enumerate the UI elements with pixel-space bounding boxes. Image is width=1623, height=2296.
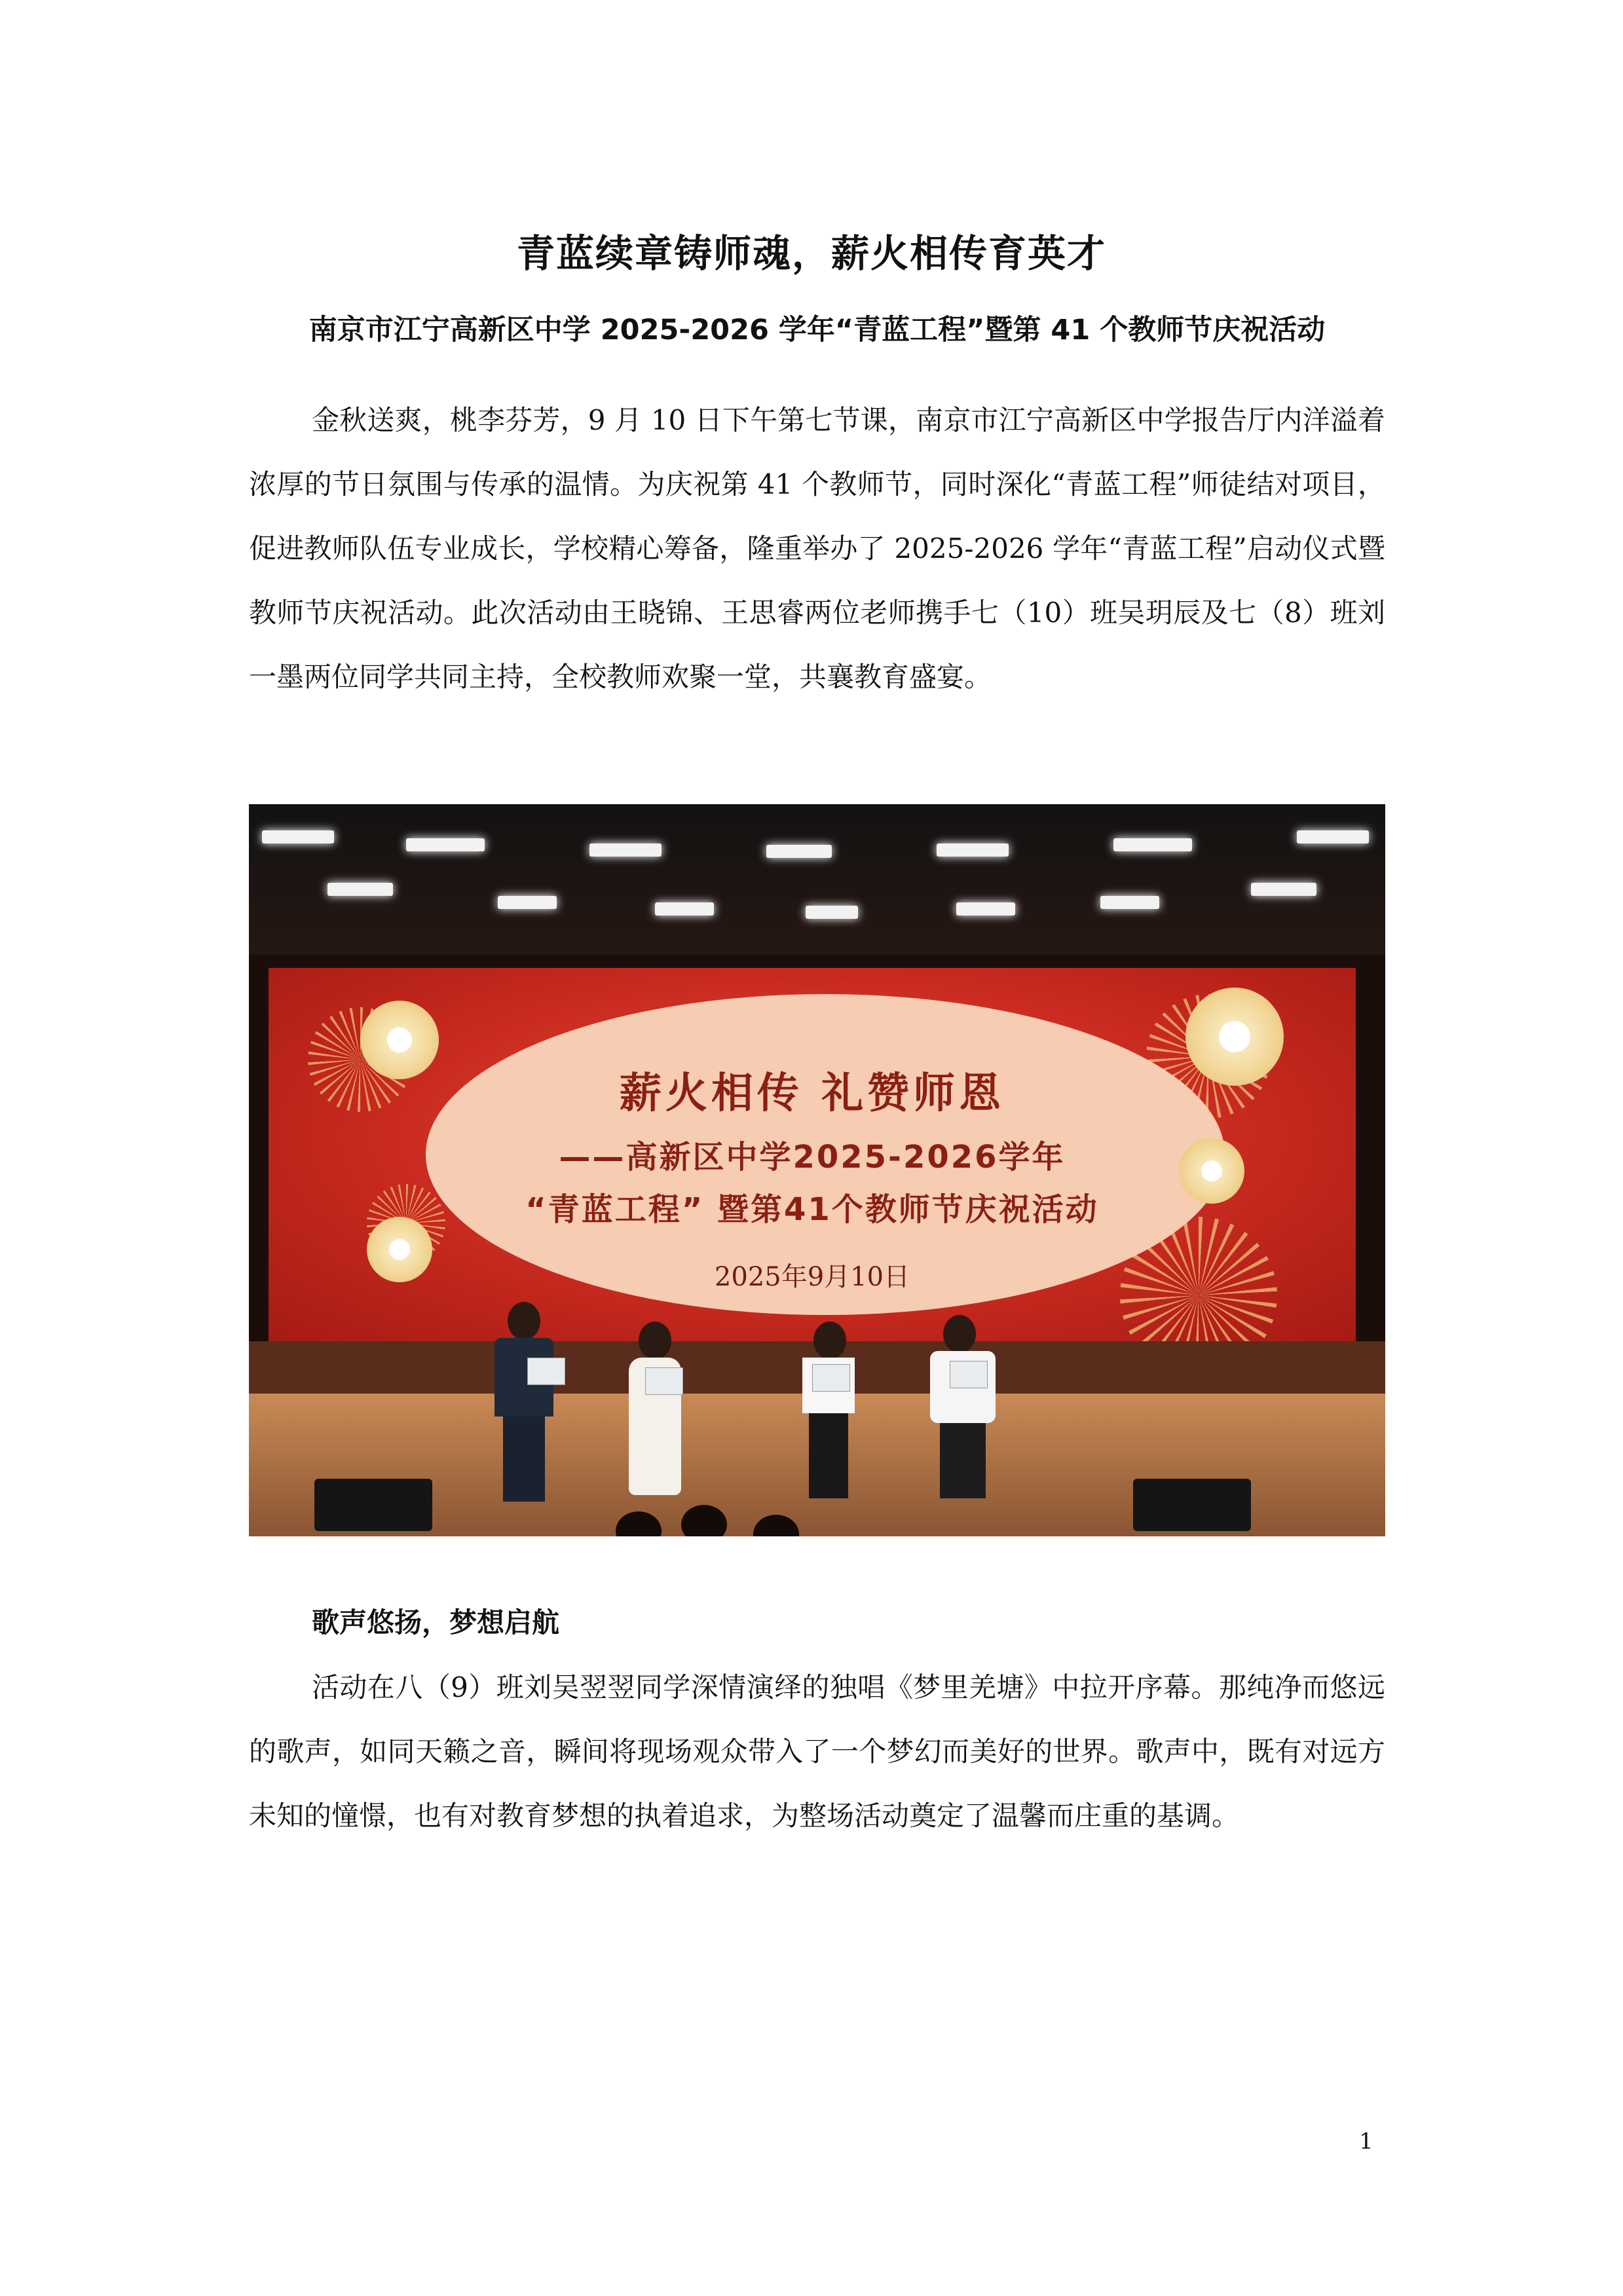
page-number: 1 [1359, 2128, 1373, 2155]
document-subtitle: 南京市江宁高新区中学 2025-2026 学年“青蓝工程”暨第 41 个教师节庆祝活动 [308, 314, 1326, 346]
stage-speaker-right [1133, 1479, 1251, 1531]
screen-title: 薪火相传 礼赞师恩 [619, 1069, 1005, 1118]
event-photo [249, 804, 1385, 1536]
screen-line-event: “青蓝工程” 暨第41个教师节庆祝活动 [525, 1191, 1099, 1228]
document-title: 青蓝续章铸师魂，薪火相传育英才 [516, 231, 1106, 276]
ceiling-lights [249, 804, 1385, 955]
intro-paragraph: 金秋送爽，桃李芬芳，9 月 10 日下午第七节课，南京市江宁高新区中学报告厅内洋溢着浓厚的节日氛围与传承的温情。为庆祝第 41 个教师节，同时深化“青蓝工程”师徒结对项目，促进教师队伍专业成长，学校精心筹备，隆重举办了 2025-2026 学年“青蓝工程”启动仪式暨教师节庆祝活动。此次活动由王晓锦、王思睿两位老师携手七（10）班吴玥辰及七（8）班刘一墨两位同学共同主持，全校教师欢聚一堂，共襄教育盛宴。 [249, 404, 1385, 693]
section-paragraph: 活动在八（9）班刘吴翌翌同学深情演绎的独唱《梦里羌塘》中拉开序幕。那纯净而悠远的歌声，如同天籁之音，瞬间将现场观众带入了一个梦幻而美好的世界。歌声中，既有对远方未知的憧憬，也有对教育梦想的执着追求，为整场活动奠定了温馨而庄重的基调。 [249, 1671, 1385, 1832]
stage-speaker-left [314, 1479, 432, 1531]
screen-line-school: ——高新区中学2025-2026学年 [559, 1139, 1066, 1176]
section-heading: 歌声悠扬，梦想启航 [312, 1606, 560, 1639]
screen-date: 2025年9月10日 [714, 1262, 910, 1292]
stage-screen [269, 968, 1356, 1341]
